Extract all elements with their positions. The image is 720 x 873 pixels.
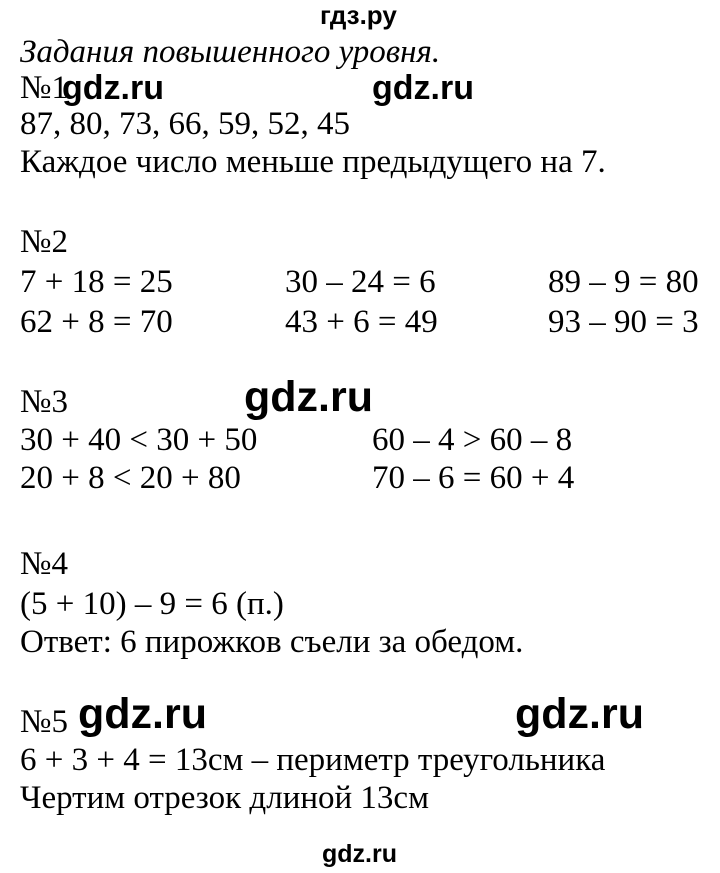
site-header: гдз.ру	[320, 0, 397, 30]
task-4-answer: Ответ: 6 пирожков съели за обедом.	[20, 624, 524, 660]
watermark: gdz.ru	[62, 69, 164, 107]
watermark: gdz.ru	[372, 69, 474, 107]
task-2-row-2-col-1: 62 + 8 = 70	[20, 304, 173, 340]
task-3-row-1-col-1: 30 + 40 < 30 + 50	[20, 422, 258, 458]
watermark: gdz.ru	[244, 373, 373, 421]
task-2-row-2-col-2: 43 + 6 = 49	[285, 304, 438, 340]
task-3-row-2-col-1: 20 + 8 < 20 + 80	[20, 460, 241, 496]
task-2-row-1-col-3: 89 – 9 = 80	[548, 264, 699, 300]
task-1-sequence: 87, 80, 73, 66, 59, 52, 45	[20, 106, 350, 142]
task-3-row-2-col-2: 70 – 6 = 60 + 4	[372, 460, 575, 496]
task-5-drawing-note: Чертим отрезок длиной 13см	[20, 780, 429, 816]
task-3-row-1-col-2: 60 – 4 > 60 – 8	[372, 422, 573, 458]
page-heading: Задания повышенного уровня.	[20, 34, 441, 70]
task-5-expression: 6 + 3 + 4 = 13см – периметр треугольника	[20, 742, 606, 778]
task-1-explanation: Каждое число меньше предыдущего на 7.	[20, 144, 606, 180]
task-4-expression: (5 + 10) – 9 = 6 (п.)	[20, 586, 284, 622]
task-1-label: №1	[20, 70, 68, 106]
task-2-row-1-col-2: 30 – 24 = 6	[285, 264, 436, 300]
task-2-label: №2	[20, 224, 68, 260]
task-3-label: №3	[20, 384, 68, 420]
task-4-label: №4	[20, 546, 68, 582]
task-2-row-2-col-3: 93 – 90 = 3	[548, 304, 699, 340]
task-2-row-1-col-1: 7 + 18 = 25	[20, 264, 173, 300]
watermark: gdz.ru	[78, 690, 207, 738]
watermark: gdz.ru	[515, 690, 644, 738]
task-5-label: №5	[20, 704, 68, 740]
watermark: gdz.ru	[322, 840, 397, 868]
